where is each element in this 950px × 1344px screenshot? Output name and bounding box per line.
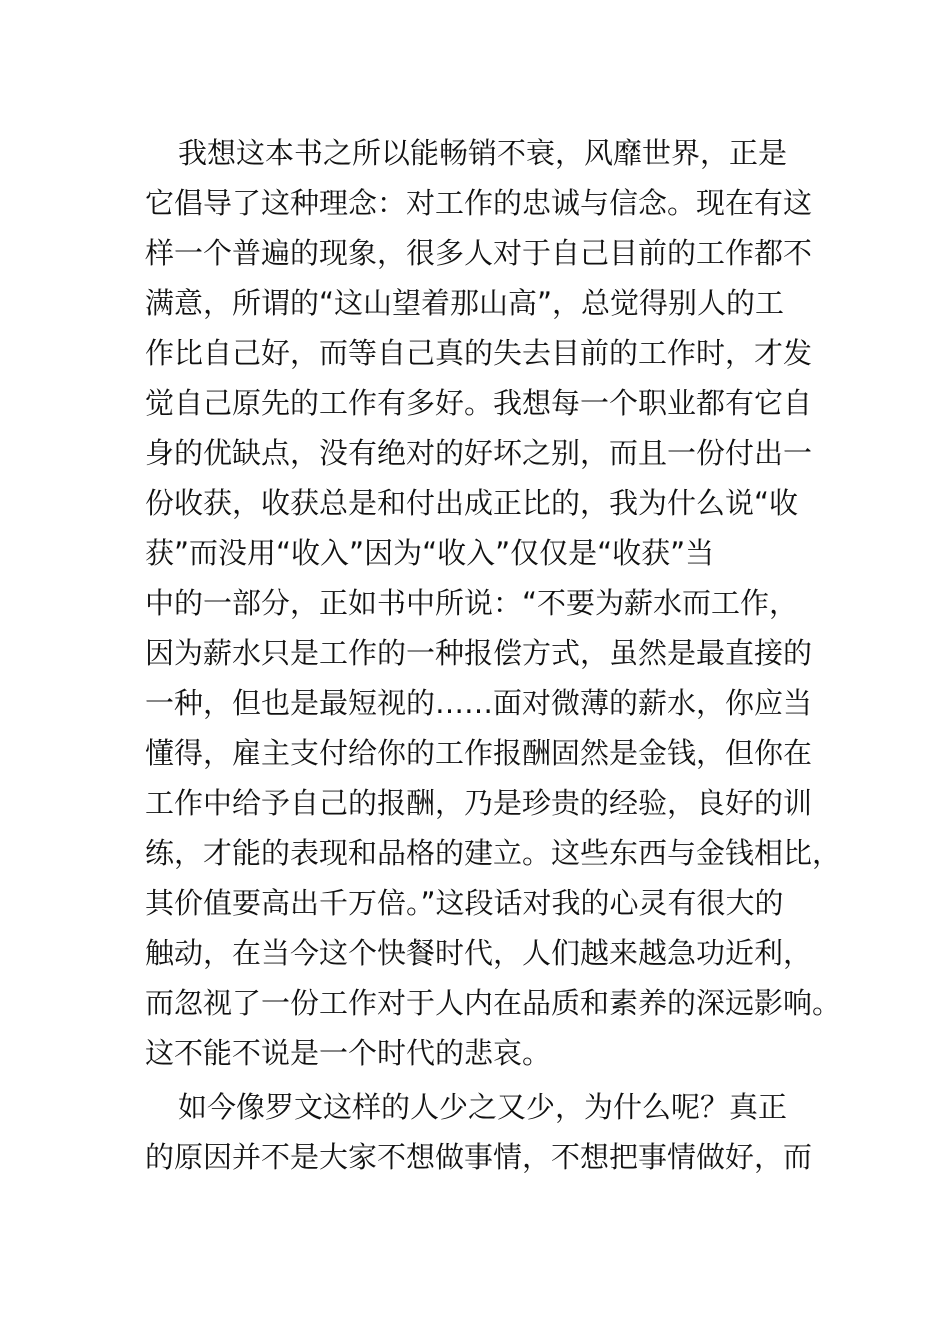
paragraph-line: 满意，所谓的“这山望着那山高”，总觉得别人的工: [145, 286, 785, 320]
paragraph-line: 这不能不说是一个时代的悲哀。: [145, 1036, 552, 1070]
document-body: [145, 128, 842, 1182]
paragraph-line: 如今像罗文这样的人少之又少，为什么呢？真正: [178, 1090, 788, 1124]
paragraph-line: 样一个普遍的现象，很多人对于自己目前的工作都不: [145, 236, 813, 270]
paragraph-line: 份收获，收获总是和付出成正比的，我为什么说“收: [145, 486, 799, 520]
paragraph-line: 触动，在当今这个快餐时代，人们越来越急功近利，: [145, 936, 813, 970]
paragraph-line: 觉自己原先的工作有多好。我想每一个职业都有它自: [145, 386, 813, 420]
paragraph-line: 其价值要高出千万倍。”这段话对我的心灵有很大的: [145, 886, 784, 920]
paragraph-line: 工作中给予自己的报酬，乃是珍贵的经验，良好的训: [145, 786, 813, 820]
paragraph-1: [145, 128, 842, 1078]
paragraph-line: 它倡导了这种理念：对工作的忠诚与信念。现在有这: [145, 186, 813, 220]
paragraph-line: 练，才能的表现和品格的建立。这些东西与金钱相比，: [145, 836, 842, 870]
paragraph-line: 中的一部分，正如书中所说：“不要为薪水而工作，: [145, 586, 799, 620]
paragraph-line: 懂得，雇主支付给你的工作报酬固然是金钱，但你在: [145, 736, 813, 770]
paragraph-line: 我想这本书之所以能畅销不衰，风靡世界，正是: [178, 136, 788, 170]
paragraph-line: 获”而没用“收入”因为“收入”仅仅是“收获”当: [145, 536, 715, 570]
paragraph-2: [145, 1082, 825, 1182]
paragraph-line: 的原因并不是大家不想做事情，不想把事情做好，而: [145, 1140, 813, 1174]
paragraph-line: 作比自己好，而等自己真的失去目前的工作时，才发: [145, 336, 813, 370]
paragraph-line: 而忽视了一份工作对于人内在品质和素养的深远影响。: [145, 986, 842, 1020]
paragraph-line: 因为薪水只是工作的一种报偿方式，虽然是最直接的: [145, 636, 813, 670]
paragraph-line: 一种，但也是最短视的……面对微薄的薪水，你应当: [145, 686, 813, 720]
paragraph-line: 身的优缺点，没有绝对的好坏之别，而且一份付出一: [145, 436, 813, 470]
